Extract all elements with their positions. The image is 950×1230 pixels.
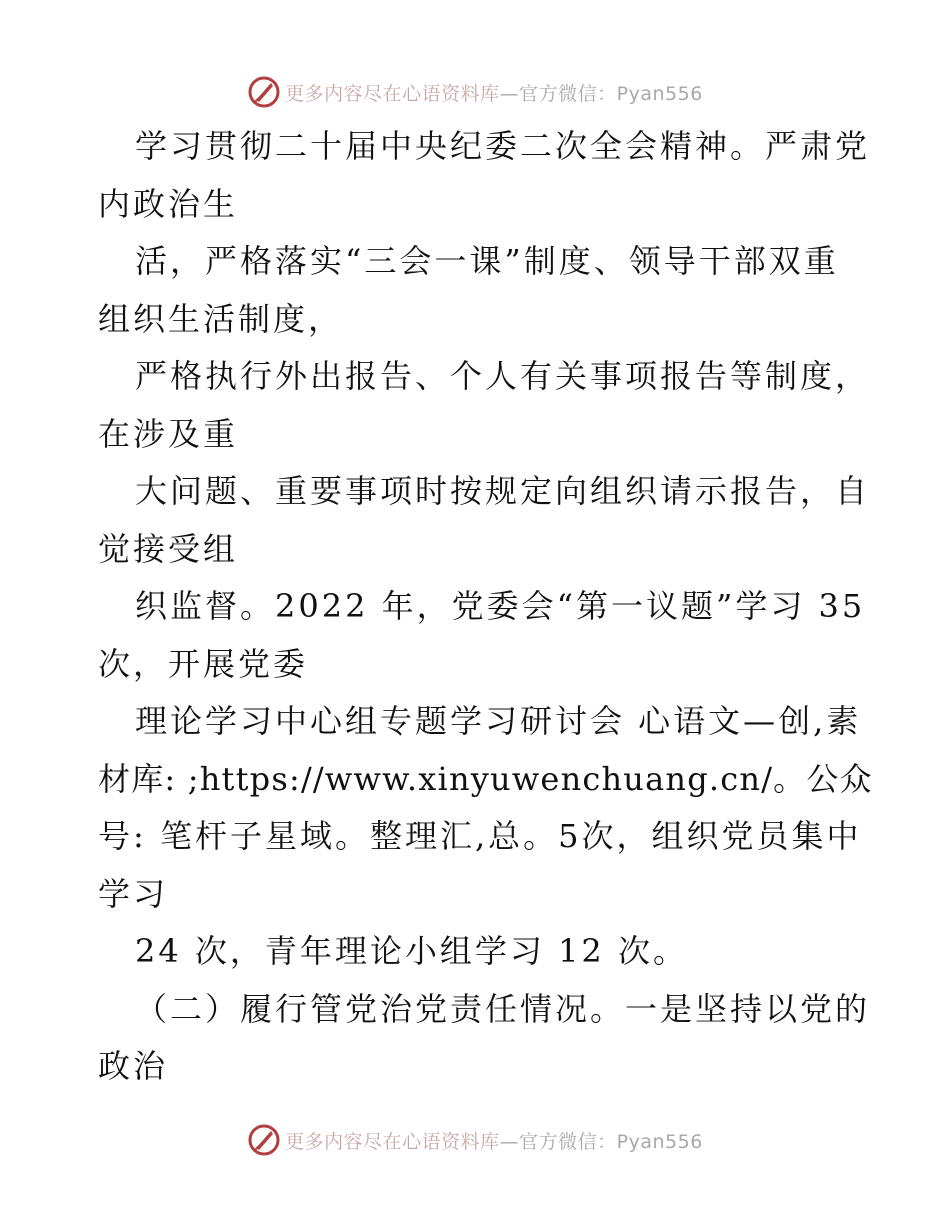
text-line: 理论学习中心组专题学习研讨会 心语文—创,素 bbox=[135, 702, 862, 740]
banner-wechat: 官方微信：Pyan556 bbox=[519, 1130, 703, 1153]
banner-label: 更多内容尽在心语资料库 bbox=[285, 82, 500, 105]
text-line: 组织生活制度， bbox=[98, 299, 344, 338]
text-line: 政治 bbox=[98, 1047, 169, 1085]
banner-label: 更多内容尽在心语资料库 bbox=[285, 1130, 500, 1153]
header-banner bbox=[0, 72, 950, 112]
text-line: 次，开展党委 bbox=[98, 644, 309, 683]
document-body bbox=[98, 118, 873, 1096]
banner-text bbox=[285, 79, 703, 106]
text-line: （二）履行管党治党责任情况。一是坚持以党的 bbox=[135, 989, 871, 1028]
text-line: 材库: ;https://www.xinyuwenchuang.cn/。公众 bbox=[98, 759, 873, 798]
text-line: 觉接受组 bbox=[98, 529, 239, 568]
banner-separator: — bbox=[499, 82, 520, 105]
banner-wechat: 官方微信：Pyan556 bbox=[519, 82, 703, 105]
text-line: 严格执行外出报告、个人有关事项报告等制度， bbox=[135, 357, 871, 395]
text-line: 号: 笔杆子星域。整理汇,总。5次，组织党员集中 bbox=[98, 817, 862, 855]
footer-banner bbox=[0, 1120, 950, 1160]
text-line: 内政治生 bbox=[98, 184, 239, 223]
quill-logo-icon bbox=[247, 75, 281, 109]
text-line: 活，严格落实“三会一课”制度、领导干部双重 bbox=[135, 242, 839, 280]
text-line: 学习贯彻二十届中央纪委二次全会精神。严肃党 bbox=[135, 127, 871, 165]
text-line: 学习 bbox=[98, 874, 169, 913]
banner-text bbox=[285, 1127, 703, 1154]
quill-logo-icon bbox=[247, 1123, 281, 1157]
banner-separator: — bbox=[499, 1130, 520, 1153]
text-line: 在涉及重 bbox=[98, 414, 239, 453]
text-line: 织监督。2022 年，党委会“第一议题”学习 35 bbox=[135, 587, 866, 625]
text-line: 大问题、重要事项时按规定向组织请示报告，自 bbox=[135, 472, 871, 510]
text-line: 24 次，青年理论小组学习 12 次。 bbox=[135, 932, 688, 970]
